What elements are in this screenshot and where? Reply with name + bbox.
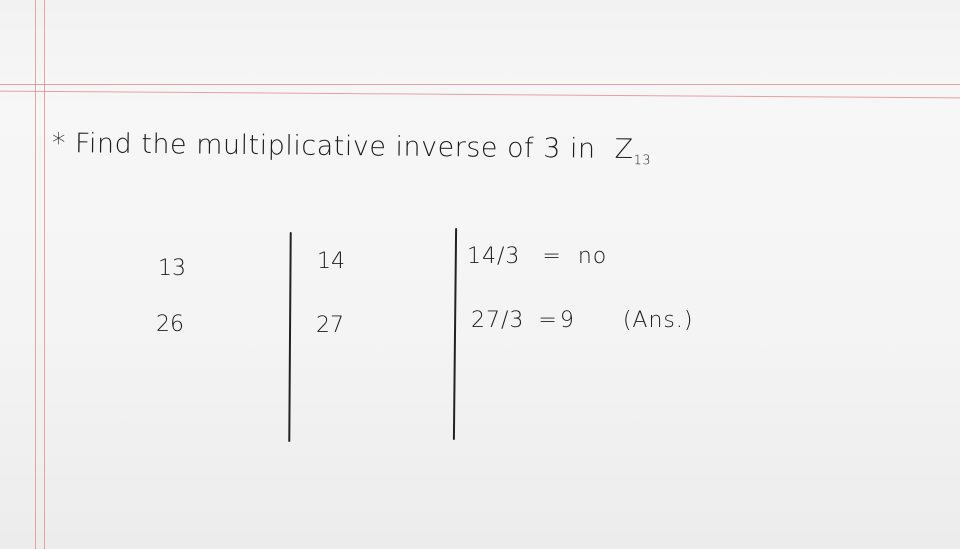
bullet-star: * bbox=[51, 128, 66, 160]
problem-statement bbox=[51, 128, 652, 169]
result-1-expression: 14/3 bbox=[467, 244, 521, 269]
result-2-equals: = bbox=[538, 308, 558, 333]
result-1-equals: = bbox=[542, 244, 562, 269]
result-row-2 bbox=[471, 308, 693, 333]
column-divider-1 bbox=[288, 232, 291, 442]
column-divider-2 bbox=[453, 228, 457, 440]
margin-line-top bbox=[0, 84, 960, 85]
result-row-1 bbox=[467, 244, 607, 269]
col2-value-1: 14 bbox=[317, 249, 345, 274]
set-symbol: Z bbox=[614, 133, 634, 166]
result-2-value: 9 bbox=[559, 308, 575, 333]
problem-text: Find the multiplicative inverse of 3 in bbox=[74, 128, 596, 165]
set-subscript: 13 bbox=[633, 153, 652, 169]
margin-line-top-2 bbox=[0, 91, 960, 99]
col1-value-2: 26 bbox=[156, 312, 184, 337]
margin-line-left-2 bbox=[44, 0, 45, 549]
col2-value-2: 27 bbox=[316, 313, 344, 338]
margin-line-left bbox=[35, 0, 36, 549]
answer-note: (Ans.) bbox=[622, 308, 694, 333]
result-2-expression: 27/3 bbox=[471, 308, 525, 333]
col1-value-1: 13 bbox=[158, 256, 186, 281]
result-1-value: no bbox=[577, 244, 608, 269]
